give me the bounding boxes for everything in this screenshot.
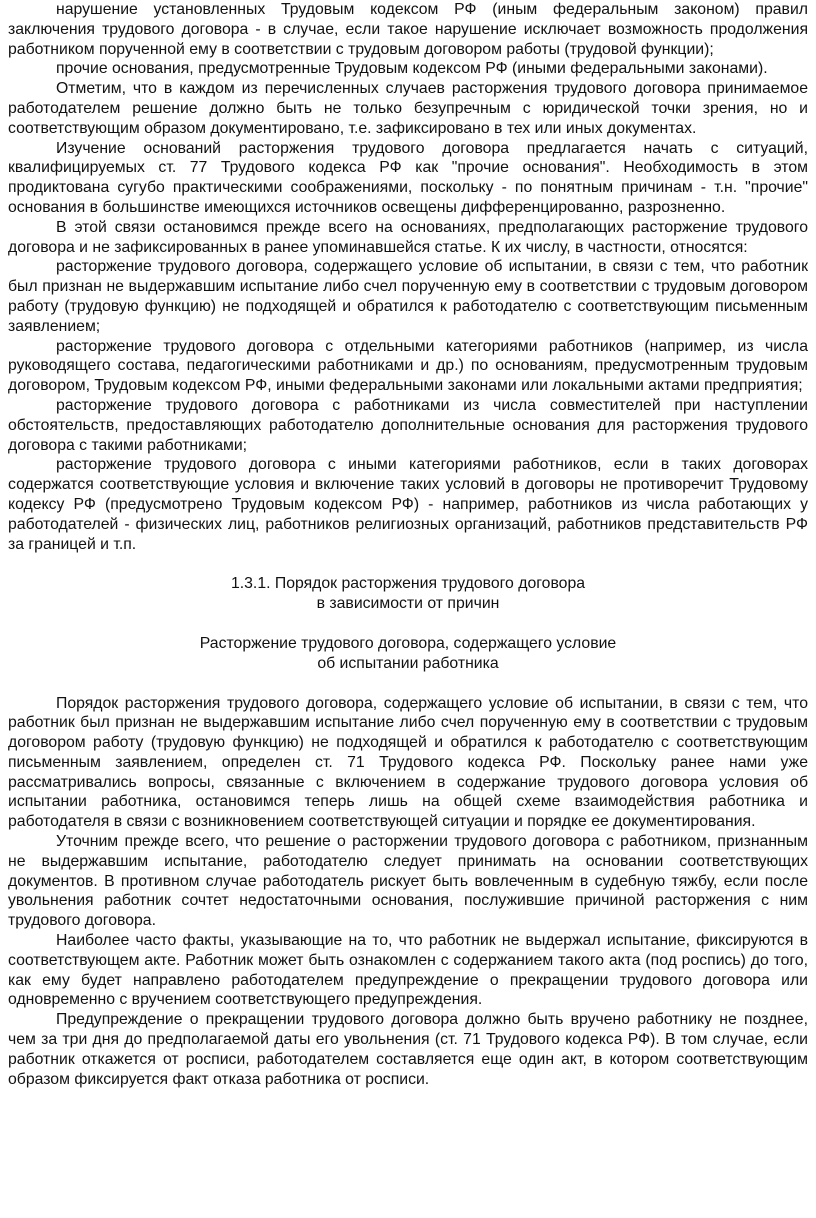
spacer bbox=[8, 554, 808, 574]
paragraph-warning: Предупреждение о прекращении трудового договора должно быть вручено работнику не позднее, чем за три дня до предполагаемой даты его увольнения (ст. 71 Трудового кодекса РФ). В том случае, если работник откажется от росписи, работодателем составляется еще один акт, в котором соответствующим образом фиксируется факт отказа работника от росписи. bbox=[8, 1011, 808, 1088]
spacer bbox=[8, 614, 808, 634]
section-heading-line1: 1.3.1. Порядок расторжения трудового договора bbox=[230, 575, 586, 593]
paragraph-study-grounds: Изучение оснований расторжения трудового договора предлагается начать с ситуаций, квалифицируемых ст. 77 Трудового кодекса РФ как "прочие основания". Необходимость в этом продиктована сугубо практическими соображениями, поскольку - по понятным причинам - т.н. "прочие" основания в большинстве имеющихся источников освещены дифференцированно, разрозненно. bbox=[8, 139, 808, 216]
list-item-part-timers: расторжение трудового договора с работниками из числа совместителей при наступлении обстоятельств, предоставляющих работодателю дополнительные основания для расторжения трудового договора с такими работниками; bbox=[8, 396, 808, 454]
subsection-heading-line1: Расторжение трудового договора, содержащего условие bbox=[199, 634, 617, 652]
list-item-categories: расторжение трудового договора с отдельными категориями работников (например, из числа руководящего состава, педагогическими работниками и др.) по основаниям, предусмотренным трудовым договором, Трудовым кодексом РФ, иными федеральными законами или локальными актами предприятия; bbox=[8, 337, 808, 395]
list-item-other-categories: расторжение трудового договора с иными категориями работников, если в таких договорах содержатся соответствующие условия и включение таких условий в договоры не противоречит Трудовому кодексу РФ (предусмотрено Трудовым кодексом РФ) - например, работников из числа работающих у работодателей - физических лиц, работников религиозных организаций, работников представительств РФ за границей и т.п. bbox=[8, 456, 808, 553]
paragraph-facts-act: Наиболее часто факты, указывающие на то, что работник не выдержал испытание, фиксируются в соответствующем акте. Работник может быть ознакомлен с содержанием такого акта (под роспись) до того, как ему будет направлено работодателем предупреждение о прекращении трудового договора или одновременно с вручением соответствующего предупреждения. bbox=[8, 932, 808, 1009]
list-item-probation: расторжение трудового договора, содержащего условие об испытании, в связи с тем, что работник был признан не выдержавшим испытание либо счел порученную ему в соответствии с трудовым договором работу (трудовую функцию) не подходящей и обратился к работодателю с соответствующим письменным заявлением; bbox=[8, 258, 808, 335]
paragraph-procedure: Порядок расторжения трудового договора, содержащего условие об испытании, в связи с тем, что работник был признан не выдержавшим испытание либо счел порученную ему в соответствии с трудовым договором работу (трудовую функцию) не подходящей и обратился к работодателю с соответствующим письменным заявлением, определен ст. 71 Трудового кодекса РФ. Поскольку ранее нами уже рассматривались вопросы, связанные с включением в содержание трудового договора условия об испытании работника, остановимся теперь лишь на общей схеме взаимодействия работника и работодателя в связи с возникновением соответствующей ситуации и порядке ее документирования. bbox=[8, 694, 808, 831]
paragraph-other-grounds: прочие основания, предусмотренные Трудовым кодексом РФ (иными федеральными законами). bbox=[56, 60, 768, 78]
subsection-heading-line2: об испытании работника bbox=[317, 654, 499, 672]
spacer bbox=[8, 674, 808, 694]
paragraph-note-documentation: Отметим, что в каждом из перечисленных случаев расторжения трудового договора принимаемое работодателем решение должно быть не только безупречным с юридической точки зрения, но и соответствующим образом документировано, т.е. зафиксировано в тех или иных документах. bbox=[8, 80, 808, 137]
section-heading-line2: в зависимости от причин bbox=[316, 595, 500, 613]
paragraph-violation-rules: нарушение установленных Трудовым кодексом РФ (иным федеральным законом) правил заключения трудового договора - в случае, если такое нарушение исключает возможность продолжения работником порученной ему в соответствии с трудовым договором работы (трудовой функции); bbox=[8, 1, 808, 58]
paragraph-in-this-regard: В этой связи остановимся прежде всего на основаниях, предполагающих расторжение трудового договора и не зафиксированных в ранее упоминавшейся статье. К их числу, в частности, относятся: bbox=[8, 218, 808, 256]
paragraph-clarify: Уточним прежде всего, что решение о расторжении трудового договора с работником, признанным не выдержавшим испытание, работодателю следует принимать на основании соответствующих документов. В противном случае работодатель рискует быть вовлеченным в судебную тяжбу, если после увольнения работник сочтет недостаточными основания, послужившие причиной расторжения с ним трудового договора. bbox=[8, 833, 808, 930]
